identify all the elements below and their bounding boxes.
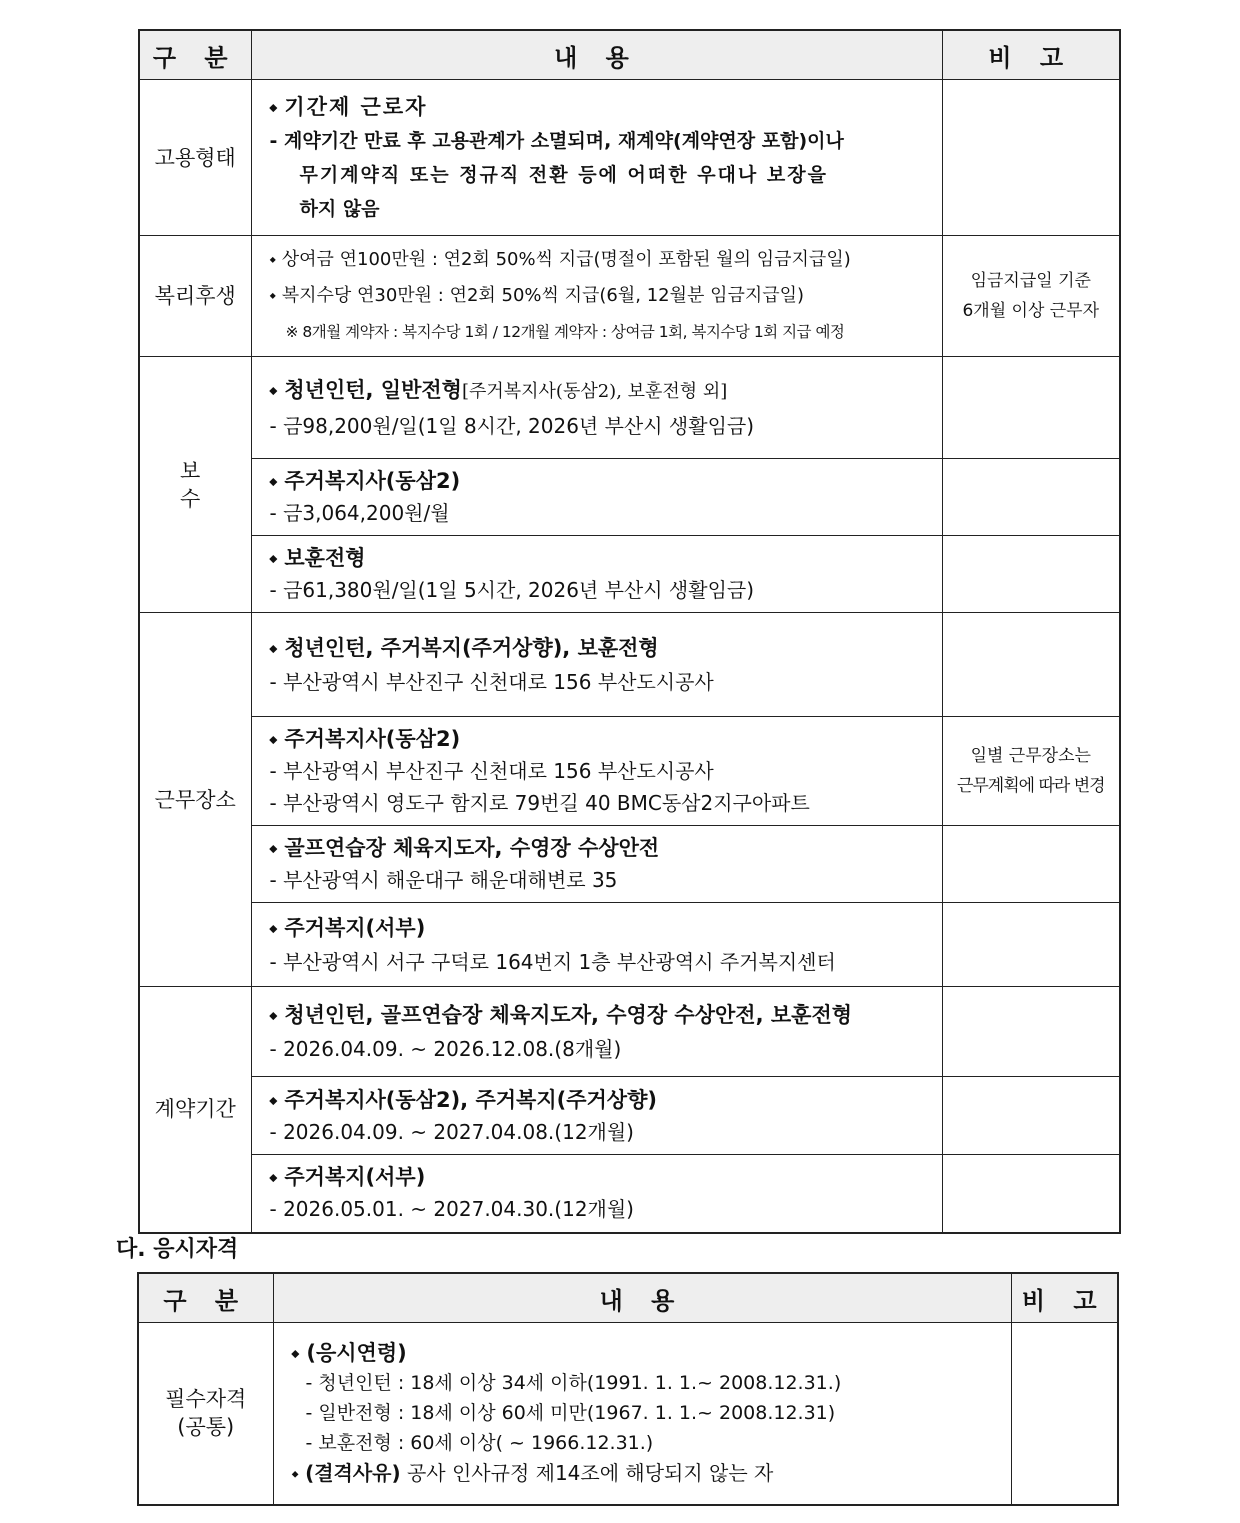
employment-type-title: ⬩ 기간제 근로자 bbox=[269, 94, 428, 119]
header-category: 구 분 bbox=[139, 30, 251, 80]
required-qualification-note bbox=[1011, 1323, 1118, 1505]
contract-row-1 bbox=[139, 987, 1120, 1077]
section-title: 다. 응시자격 bbox=[116, 1237, 239, 1262]
workplace-row-3 bbox=[139, 826, 1120, 903]
required-qualification-label: 필수자격 (공통) bbox=[138, 1323, 273, 1505]
pay-youth-general: ⬩ 청년인턴, 일반전형[주거복지사(동삼2), 보훈전형 외] - 금98,200원/일(1일 8시간, 2026년 부산시 생활임금) bbox=[251, 357, 942, 459]
employment-type-line3: 하지 않음 bbox=[299, 197, 380, 220]
contract-row-3 bbox=[139, 1155, 1120, 1233]
employment-type-content bbox=[251, 80, 942, 236]
header-content: 내 용 bbox=[273, 1273, 1011, 1323]
employment-conditions-table bbox=[138, 29, 1121, 1234]
required-qualification-row bbox=[138, 1323, 1118, 1505]
contract-8month: ⬩ 청년인턴, 골프연습장 체육지도자, 수영장 수상안전, 보훈전형 - 2026.04.09. ~ 2026.12.08.(8개월) bbox=[251, 987, 942, 1077]
welfare-allowance: ⬩ 복지수당 연30만원 : 연2회 50%씩 지급(6월, 12월분 임금지급일) bbox=[269, 285, 805, 306]
workplace-haeundae: ⬩ 골프연습장 체육지도자, 수영장 수상안전 - 부산광역시 해운대구 해운대해변로 35 bbox=[251, 826, 942, 903]
pay-row-1 bbox=[139, 357, 1120, 459]
workplace-row-2 bbox=[139, 717, 1120, 826]
table-header-row bbox=[139, 30, 1120, 80]
contract-12month: ⬩ 주거복지사(동삼2), 주거복지(주거상향) - 2026.04.09. ~ 2027.04.08.(12개월) bbox=[251, 1077, 942, 1155]
employment-type-line1: - 계약기간 만료 후 고용관계가 소멸되며, 재계약(계약연장 포함)이나 bbox=[269, 129, 844, 152]
workplace-row-4 bbox=[139, 903, 1120, 987]
welfare-remark: ※ 8개월 계약자 : 복지수당 1회 / 12개월 계약자 : 상여금 1회, 복지수당 1회 지급 예정 bbox=[285, 323, 845, 341]
welfare-bonus: ⬩ 상여금 연100만원 : 연2회 50%씩 지급(명절이 포함된 월의 임금지급일) bbox=[269, 249, 851, 270]
contract-row-2 bbox=[139, 1077, 1120, 1155]
workplace-dongsam: ⬩ 주거복지사(동삼2) - 부산광역시 부산진구 신천대로 156 부산도시공사 - 부산광역시 영도구 함지로 79번길 40 BMC동삼2지구아파트 bbox=[251, 717, 942, 826]
workplace-label: 근무장소 bbox=[139, 613, 251, 987]
workplace-seobu: ⬩ 주거복지(서부) - 부산광역시 서구 구덕로 164번지 1층 부산광역시 주거복지센터 bbox=[251, 903, 942, 987]
welfare-row bbox=[139, 236, 1120, 357]
welfare-note: 임금지급일 기준 6개월 이상 근무자 bbox=[942, 236, 1120, 357]
employment-type-note bbox=[942, 80, 1120, 236]
header-content: 내 용 bbox=[251, 30, 942, 80]
employment-type-row bbox=[139, 80, 1120, 236]
table-header-row bbox=[138, 1273, 1118, 1323]
contract-seobu: ⬩ 주거복지(서부) - 2026.05.01. ~ 2027.04.30.(12개월) bbox=[251, 1155, 942, 1233]
header-category: 구 분 bbox=[138, 1273, 273, 1323]
contract-label: 계약기간 bbox=[139, 987, 251, 1233]
required-qualification-content: ⬩ (응시연령) - 청년인턴 : 18세 이상 34세 이하(1991. 1. 1.~ 2008.12.31.) - 일반전형 : 18세 이상 60세 미만(1967. 1. 1.~ 2008.12.31) - 보훈전형 : 60세 이상( ~ 1966.12.31.) ⬩ (결격사유) 공사 인사규정 제14조에 해당되지 않는 자 bbox=[273, 1323, 1011, 1505]
workplace-note: 일별 근무장소는 근무계획에 따라 변경 bbox=[942, 717, 1120, 826]
welfare-label: 복리후생 bbox=[139, 236, 251, 357]
header-note: 비 고 bbox=[1011, 1273, 1118, 1323]
welfare-content bbox=[251, 236, 942, 357]
pay-veterans: ⬩ 보훈전형 - 금61,380원/일(1일 5시간, 2026년 부산시 생활임금) bbox=[251, 536, 942, 613]
qualifications-table bbox=[137, 1272, 1119, 1506]
employment-type-line2: 무기계약직 또는 정규직 전환 등에 어떠한 우대나 보장을 bbox=[299, 163, 828, 186]
header-note: 비 고 bbox=[942, 30, 1120, 80]
pay-label: 보 수 bbox=[139, 357, 251, 613]
workplace-row-1 bbox=[139, 613, 1120, 717]
employment-type-label: 고용형태 bbox=[139, 80, 251, 236]
pay-row-3 bbox=[139, 536, 1120, 613]
pay-housing-welfare: ⬩ 주거복지사(동삼2) - 금3,064,200원/월 bbox=[251, 459, 942, 536]
pay-row-2 bbox=[139, 459, 1120, 536]
workplace-hq: ⬩ 청년인턴, 주거복지(주거상향), 보훈전형 - 부산광역시 부산진구 신천대로 156 부산도시공사 bbox=[251, 613, 942, 717]
